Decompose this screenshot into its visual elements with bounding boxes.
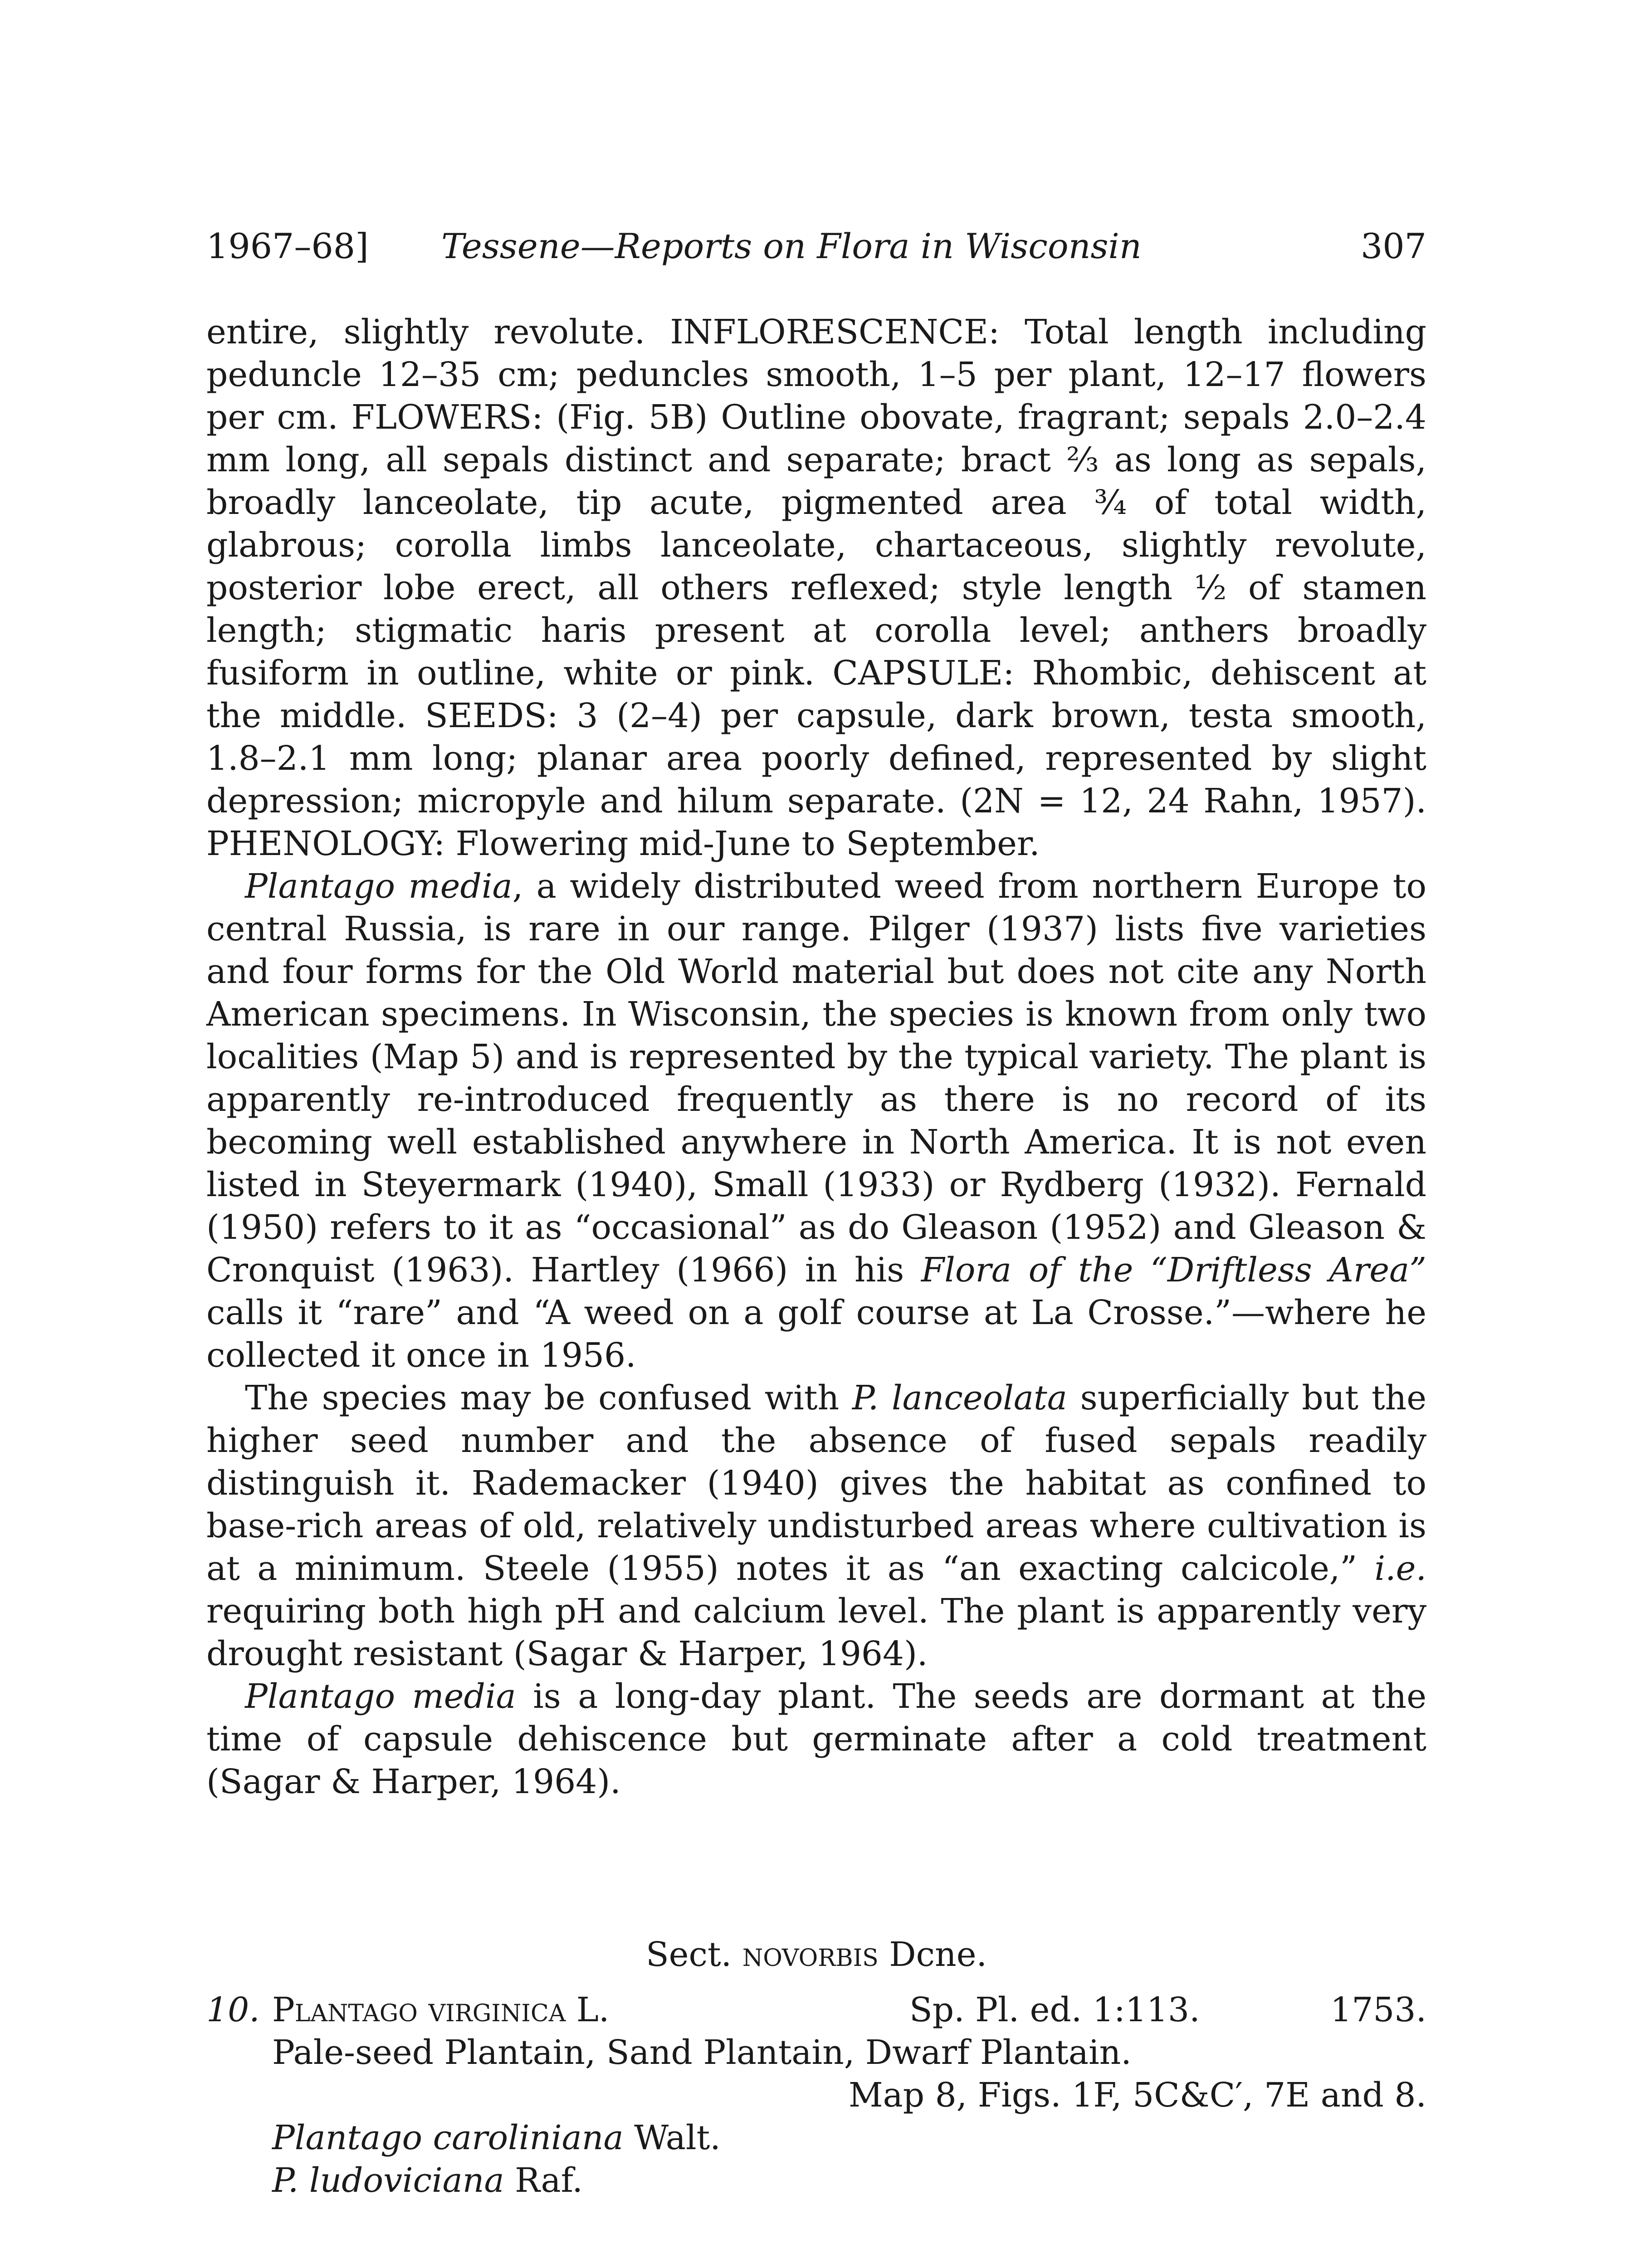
text-run: is a long-day plant. The seeds are dormant at the time of capsule dehiscence but germinate after a cold treatment (Sagar & Harper, 1964).	[206, 1677, 1427, 1801]
paragraph	[206, 865, 1426, 1377]
paragraph	[206, 311, 1426, 865]
text-run: superficially but the higher seed number and the absence of fused sepals readily distinguish it. Rademacker (1940) gives the habitat as confined to base-rich areas of old, relatively undisturbed areas where cultivation is at a minimum. Steele (1955) notes it as “an exacting calcicole,”	[206, 1378, 1427, 1588]
maps-figs-row	[206, 2074, 1426, 2116]
text-run: entire, slightly revolute. INFLORESCENCE: Total length including peduncle 12–35 cm; peduncles smooth, 1–5 per plant, 12–17 flowers per cm. FLOWERS: (Fig. 5B) Outline obovate, fragrant; sepals 2.0–2.4 mm long, all sepals distinct and separate; bract ⅔ as long as sepals, broadly lanceolate, tip acute, pigmented area ¾ of total width, glabrous; corolla limbs lanceolate, chartaceous, slightly revolute, posterior lobe erect, all others reflexed; style length ½ of stamen length; stigmatic haris present at corolla level; anthers broadly fusiform in outline, white or pink. CAPSULE: Rhombic, dehiscent at the middle. SEEDS: 3 (2–4) per capsule, dark brown, testa smooth, 1.8–2.1 mm long; planar area poorly defined, represented by slight depression; micropyle and hilum separate. (2N = 12, 24 Rahn, 1957). PHENOLOGY: Flowering mid-June to September.	[206, 313, 1426, 863]
species-year: 1753.	[1330, 1990, 1426, 2029]
section-label: Sect.	[645, 1935, 732, 1974]
synonym-row	[206, 2159, 1426, 2202]
section-authority: Dcne.	[889, 1935, 987, 1974]
text-run: , a widely distributed weed from northern Europe to central Russia, is rare in our range. Pilger (1937) lists five varieties and four forms for the Old World material but does not cite any North American specimens. In Wisconsin, the species is known from only two localities (Map 5) and is represented by the typical variety. The plant is apparently re-introduced frequently as there is no record of its becoming well established anywhere in North America. It is not even listed in Steyermark (1940), Small (1933) or Rydberg (1932). Fernald (1950) refers to it as “occasional” as do Gleason (1952) and Gleason & Cronquist (1963). Hartley (1966) in his	[206, 867, 1426, 1290]
section-name: novorbis	[742, 1935, 879, 1974]
section-heading	[206, 1933, 1426, 1976]
body-text	[206, 311, 1426, 1803]
italic-text: i.e.	[1374, 1549, 1426, 1588]
common-names-row	[206, 2031, 1426, 2074]
text-run: The species may be confused with	[245, 1378, 852, 1418]
species-title-row	[206, 1989, 1426, 2031]
text-run: requiring both high pH and calcium level. The plant is apparently very drought resistant (Sagar & Harper, 1964).	[206, 1592, 1426, 1673]
synonym-genus: P. ludoviciana	[272, 2161, 504, 2200]
italic-text: Plantago media	[245, 1677, 516, 1716]
synonym-genus: Plantago caroliniana	[272, 2118, 624, 2157]
synonym	[272, 2116, 721, 2159]
paragraph	[206, 1377, 1426, 1675]
italic-text: Plantago media	[245, 867, 513, 906]
italic-text: Flora of the “Driftless Area”	[921, 1251, 1426, 1290]
volume-years: 1967–68]	[206, 226, 369, 266]
running-title: Tessene—Reports on Flora in Wisconsin	[441, 226, 1142, 266]
page-number: 307	[1360, 226, 1426, 266]
species-entry	[206, 1989, 1426, 2202]
synonym	[272, 2159, 583, 2202]
synonym-author: Raf.	[515, 2161, 583, 2200]
species-publication: Sp. Pl. ed. 1:113.	[909, 1990, 1200, 2029]
synonym-row	[206, 2116, 1426, 2159]
running-header	[206, 221, 1426, 271]
species-name: Plantago virginica L.	[272, 1990, 610, 2029]
common-names: Pale-seed Plantain, Sand Plantain, Dwarf Plantain.	[272, 2033, 1132, 2072]
text-run: calls it “rare” and “A weed on a golf course at La Crosse.”—where he collected it once in 1956.	[206, 1293, 1426, 1375]
species-number: 10.	[206, 1990, 260, 2029]
maps-figs: Map 8, Figs. 1F, 5C&C′, 7E and 8.	[848, 2076, 1426, 2115]
italic-text: P. lanceolata	[852, 1378, 1067, 1418]
paragraph	[206, 1675, 1426, 1803]
synonym-author: Walt.	[634, 2118, 721, 2157]
